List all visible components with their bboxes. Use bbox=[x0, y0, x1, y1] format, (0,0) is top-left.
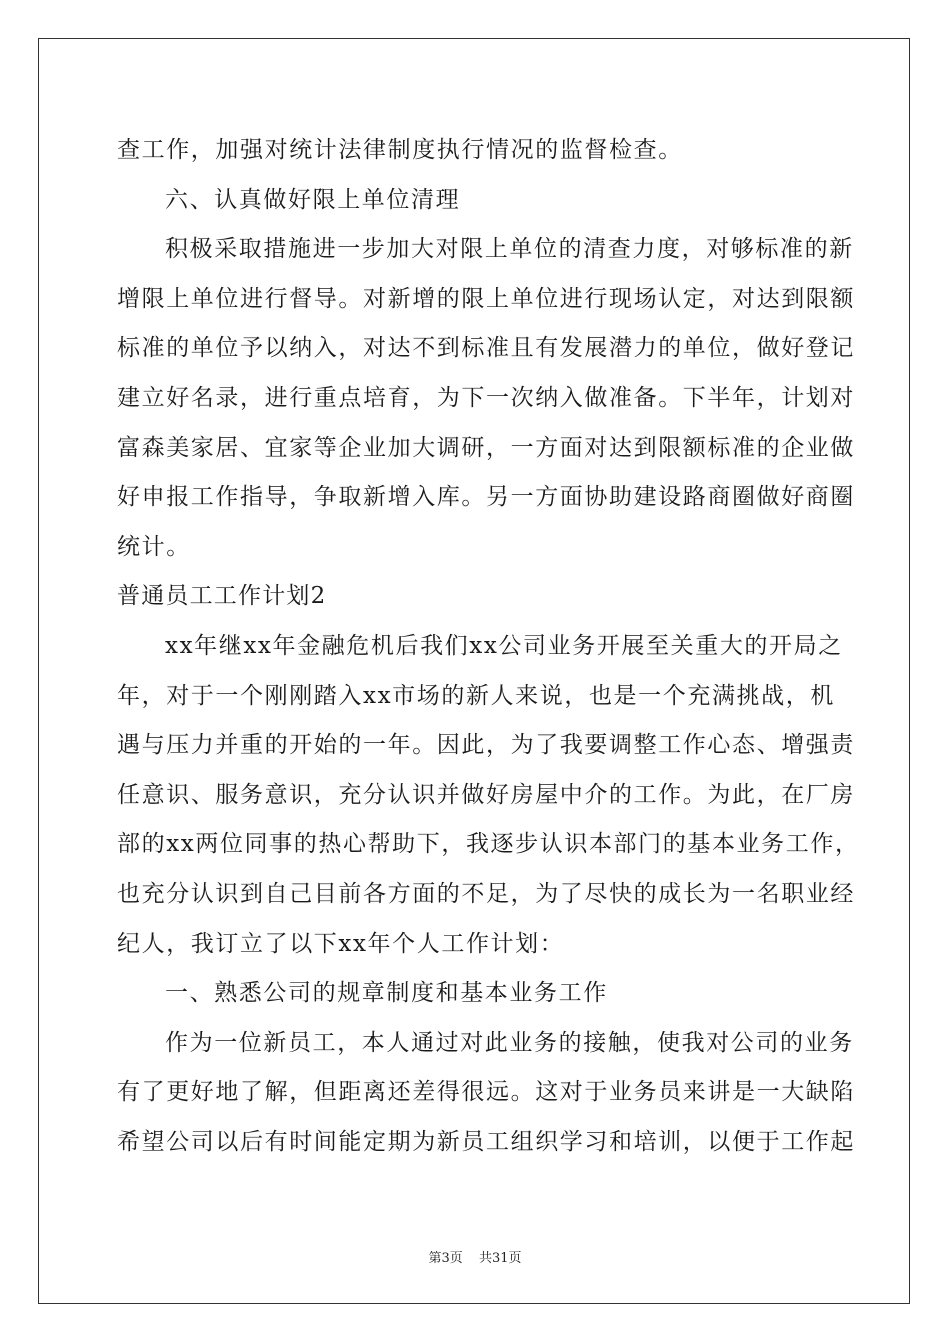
section-heading: 一、熟悉公司的规章制度和基本业务工作 bbox=[165, 980, 608, 1007]
text-line: 纪人，我订立了以下xx年个人工作计划： bbox=[117, 930, 565, 957]
text-line: xx年继xx年金融危机后我们xx公司业务开展至关重大的开局之 bbox=[165, 632, 843, 659]
page-number: 第3页 bbox=[428, 1251, 463, 1266]
document-heading: 普通员工工作计划2 bbox=[117, 583, 327, 610]
page-total: 共31页 bbox=[478, 1251, 522, 1266]
text-line: 富森美家居、宜家等企业加大调研，一方面对达到限额标准的企业做 bbox=[117, 434, 855, 461]
text-line: 作为一位新员工，本人通过对此业务的接触，使我对公司的业务 bbox=[165, 1029, 854, 1056]
text-line: 年，对于一个刚刚踏入xx市场的新人来说，也是一个充满挑战，机 bbox=[117, 682, 835, 709]
text-line: 好申报工作指导，争取新增入库。另一方面协助建设路商圈做好商圈 bbox=[117, 484, 855, 511]
text-line: 任意识、服务意识，充分认识并做好房屋中介的工作。为此，在厂房 bbox=[117, 781, 855, 808]
section-heading: 六、认真做好限上单位清理 bbox=[165, 186, 461, 213]
document-body bbox=[117, 126, 860, 1167]
text-line: 部的xx两位同事的热心帮助下，我逐步认识本部门的基本业务工作， bbox=[117, 831, 860, 858]
text-line: 积极采取措施进一步加大对限上单位的清查力度，对够标准的新 bbox=[165, 236, 854, 263]
text-line: 有了更好地了解，但距离还差得很远。这对于业务员来讲是一大缺陷 bbox=[117, 1079, 855, 1106]
text-line: 遇与压力并重的开始的一年。因此，为了我要调整工作心态、增强责 bbox=[117, 732, 855, 759]
text-line: 查工作，加强对统计法律制度执行情况的监督检查。 bbox=[117, 137, 683, 163]
text-line: 希望公司以后有时间能定期为新员工组织学习和培训，以便于工作起 bbox=[117, 1128, 855, 1155]
text-line: 标准的单位予以纳入，对达不到标准且有发展潜力的单位，做好登记 bbox=[117, 335, 855, 362]
text-line: 也充分认识到自己目前各方面的不足，为了尽快的成长为一名职业经 bbox=[117, 880, 855, 907]
page-footer bbox=[0, 1247, 950, 1266]
text-line: 建立好名录，进行重点培育，为下一次纳入做准备。下半年，计划对 bbox=[117, 384, 855, 411]
text-line: 统计。 bbox=[117, 533, 191, 560]
text-line: 增限上单位进行督导。对新增的限上单位进行现场认定，对达到限额 bbox=[117, 285, 855, 312]
